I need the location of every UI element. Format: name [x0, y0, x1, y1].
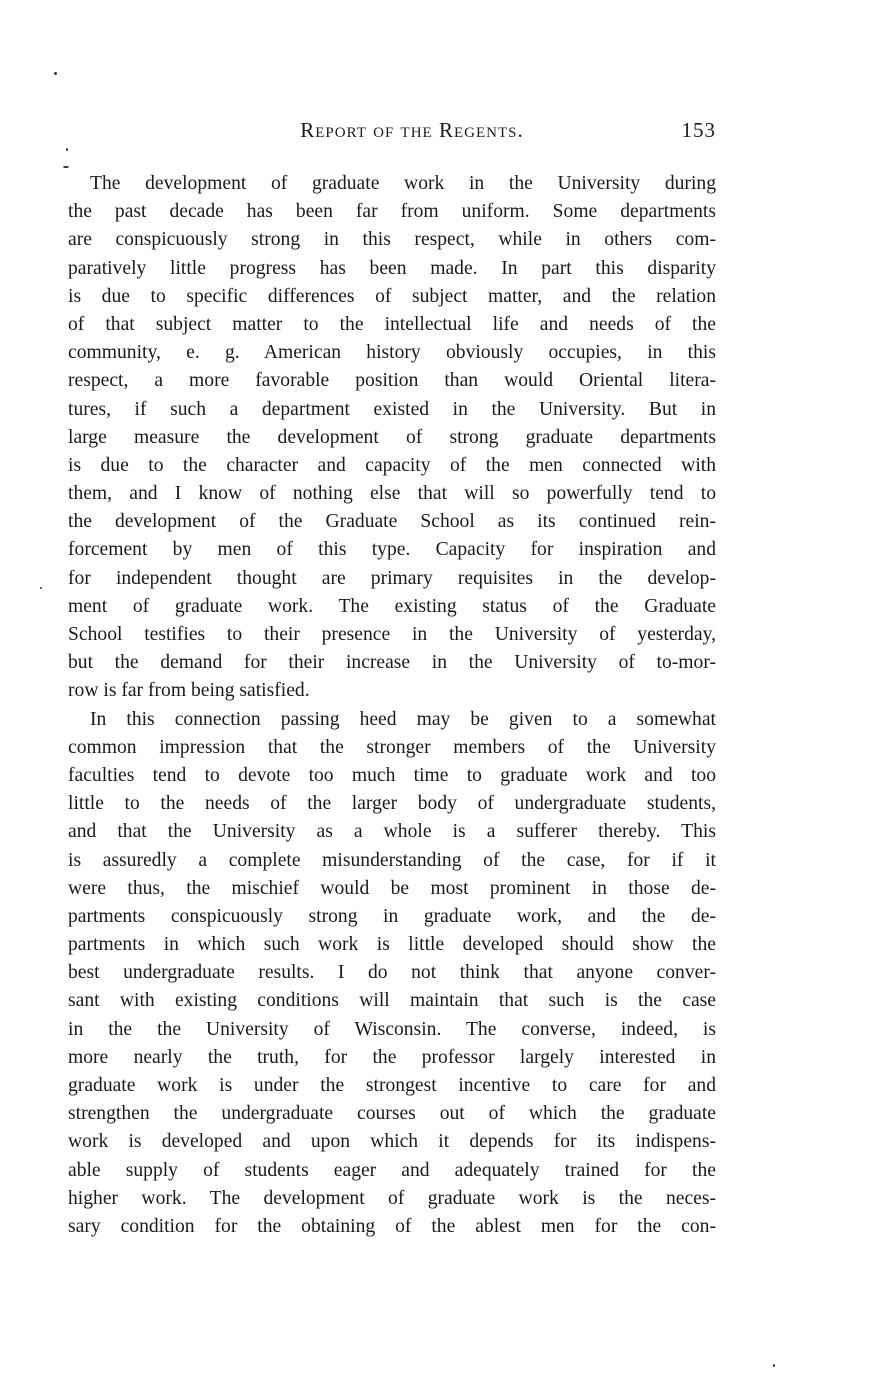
text-line: more nearly the truth, for the professor largely interested in [68, 1046, 716, 1068]
paragraph-2 [68, 706, 716, 1242]
text-line: little to the needs of the larger body of undergraduate students, [68, 793, 716, 815]
text-line: best undergraduate results. I do not think that anyone conver- [68, 962, 716, 984]
paragraph-1 [68, 170, 716, 706]
text-line: School testifies to their presence in the University of yesterday, [68, 624, 716, 645]
text-line: common impression that the stronger members of the University [68, 736, 716, 758]
text-line: The development of graduate work in the University during [90, 173, 716, 194]
text-line: and that the University as a whole is a sufferer thereby. This [68, 821, 716, 843]
text-line: able supply of students eager and adequately trained for the [68, 1159, 716, 1181]
text-line: graduate work is under the strongest incentive to care for and [68, 1075, 716, 1096]
text-line: strengthen the undergraduate courses out of which the graduate [68, 1103, 716, 1125]
text-line: paratively little progress has been made. In part this disparity [68, 257, 716, 279]
text-line: higher work. The development of graduate work is the neces- [68, 1187, 716, 1209]
text-line: the development of the Graduate School as its continued rein- [68, 511, 716, 533]
text-line: sant with existing conditions will maintain that such is the case [68, 990, 716, 1012]
text-line: ment of graduate work. The existing status of the Graduate [68, 595, 716, 617]
text-line: for independent thought are primary requisites in the develop- [68, 567, 716, 589]
text-line: were thus, the mischief would be most prominent in those de- [68, 877, 716, 899]
text-line: forcement by men of this type. Capacity for inspiration and [68, 539, 716, 561]
body-text [68, 170, 716, 1241]
text-line: sary condition for the obtaining of the ablest men for the con- [68, 1215, 716, 1237]
text-line: is due to specific differences of subject matter, and the relation [68, 285, 716, 307]
text-line: row is far from being satisfied. [68, 680, 310, 702]
text-line: are conspicuously strong in this respect, while in others com- [68, 229, 716, 251]
text-line: the past decade has been far from uniform. Some departments [68, 201, 716, 223]
text-line: In this connection passing heed may be given to a somewhat [90, 708, 716, 730]
scan-speck [40, 587, 42, 589]
text-line: partments conspicuously strong in graduate work, and the de- [68, 905, 716, 927]
text-line: faculties tend to devote too much time to graduate work and too [68, 764, 716, 786]
text-line: community, e. g. American history obviously occupies, in this [68, 342, 716, 364]
scan-speck [773, 1364, 775, 1367]
text-line: them, and I know of nothing else that will so powerfully tend to [68, 483, 716, 505]
text-line: of that subject matter to the intellectual life and needs of the [68, 313, 716, 335]
text-line: tures, if such a department existed in the University. But in [68, 398, 716, 420]
text-line: work is developed and upon which it depends for its indispens- [68, 1131, 716, 1153]
scan-speck [63, 166, 69, 168]
running-head [68, 118, 716, 150]
text-line: but the demand for their increase in the University of to-mor- [68, 652, 716, 674]
page-number: 153 [681, 118, 716, 142]
text-line: large measure the development of strong graduate departments [68, 426, 716, 448]
text-line: respect, a more favorable position than would Oriental litera- [68, 370, 716, 392]
text-line: is due to the character and capacity of the men connected with [68, 454, 716, 476]
text-line: is assuredly a complete misunderstanding of the case, for if it [68, 849, 716, 871]
text-line: in the the University of Wisconsin. The converse, indeed, is [68, 1018, 716, 1040]
scan-speck [54, 72, 57, 75]
running-head-title: Report of the Regents. [300, 118, 524, 142]
text-line: partments in which such work is little developed should show the [68, 934, 716, 956]
